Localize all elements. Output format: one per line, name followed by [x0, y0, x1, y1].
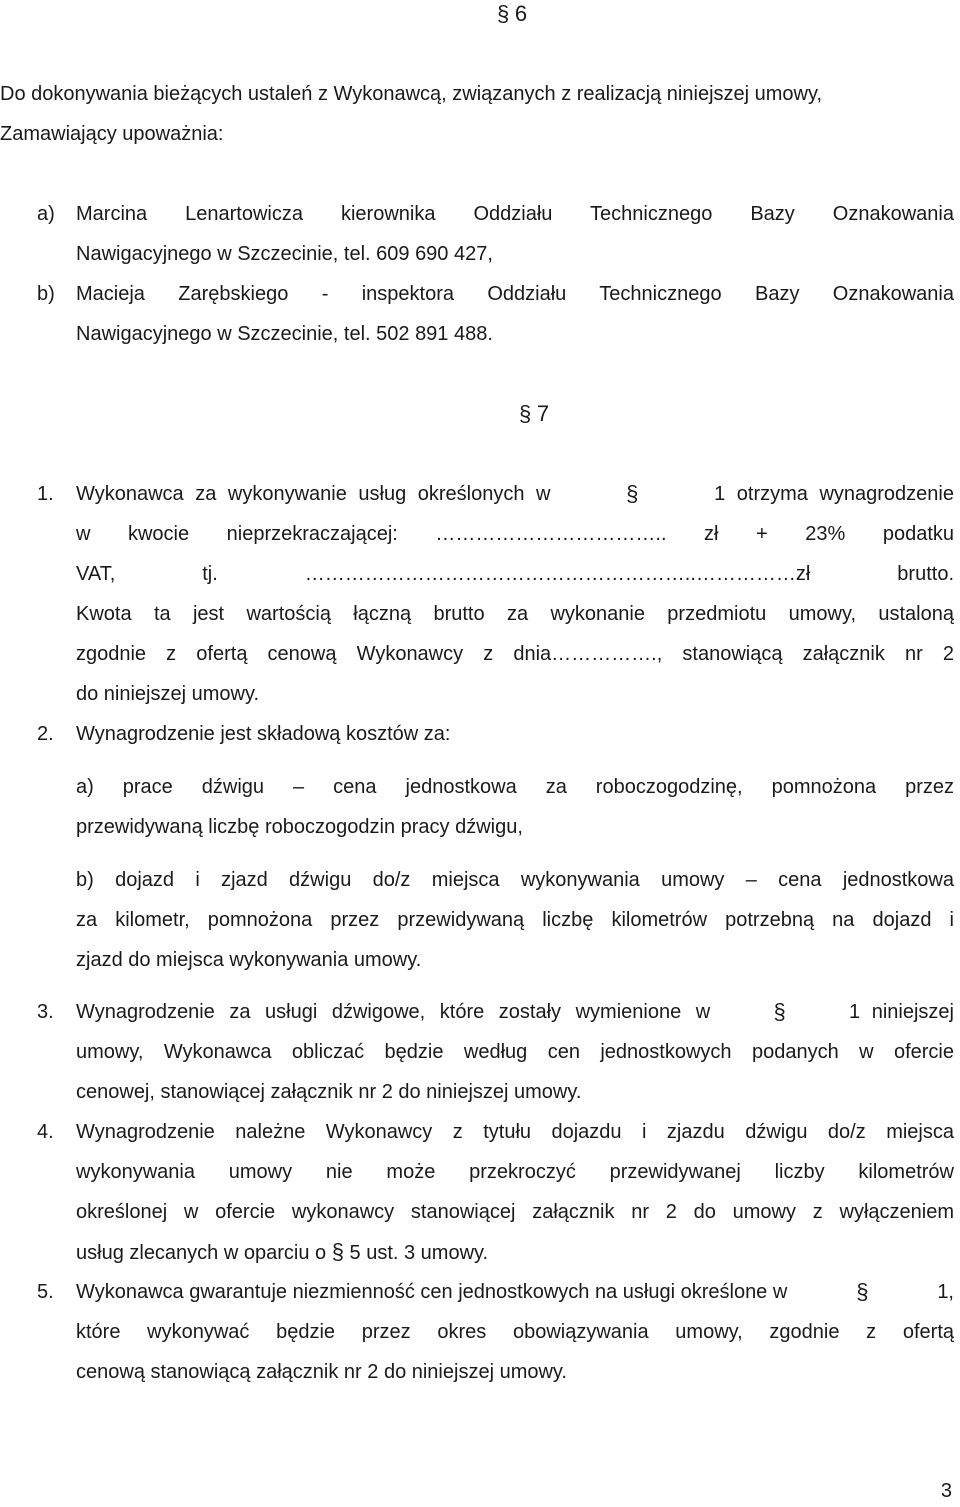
section-symbol: § [497, 1, 510, 26]
point-5-line-3: cenową stanowiącą załącznik nr 2 do niniejszej umowy. [76, 1361, 567, 1383]
contact-a-line-2: Nawigacyjnego w Szczecinie, tel. 609 690 427, [76, 243, 493, 265]
point-2b-line-2: za kilometr, pomnożona przez przewidywaną liczbę kilometrów potrzebną na dojazd i [76, 909, 954, 931]
point-1-line-3: VAT, tj. …………………………………………………..……………zł brutto. [76, 563, 954, 585]
point-4-line-3: określonej w ofercie wykonawcy stanowiącej załącznik nr 2 do umowy z wyłączeniem [76, 1201, 954, 1223]
point-3-line-2: umowy, Wykonawca obliczać będzie według cen jednostkowych podanych w ofercie [76, 1041, 954, 1063]
point-4-line-2: wykonywania umowy nie może przekroczyć przewidywanej liczby kilometrów [76, 1161, 954, 1183]
section-heading-6 [497, 2, 527, 27]
section-symbol: § [626, 481, 639, 506]
section-heading-7 [519, 402, 549, 427]
point-3-line-1-end: 1 niniejszej [849, 1001, 954, 1023]
point-3-line-1-start: Wynagrodzenie za usługi dźwigowe, które zostały wymienione w [76, 1001, 711, 1023]
point-1-line-1-end: 1 otrzyma wynagrodzenie [714, 483, 954, 505]
point-5-line-1 [76, 1280, 954, 1304]
intro-line-1: Do dokonywania bieżących ustaleń z Wykonawcą, związanych z realizacją niniejszej umowy, [0, 83, 823, 105]
section-symbol: § [773, 999, 786, 1024]
point-2-number: 2. [37, 723, 54, 745]
point-3-line-1 [76, 1000, 954, 1024]
contact-b-line-1: Macieja Zarębskiego - inspektora Oddziału Technicznego Bazy Oznakowania [76, 283, 954, 305]
point-5-line-1-end: 1, [937, 1281, 954, 1303]
point-3-number: 3. [37, 1001, 54, 1023]
section-symbol: § [331, 1239, 344, 1264]
point-2b-line-3: zjazd do miejsca wykonywania umowy. [76, 949, 422, 971]
point-5-line-1-start: Wykonawca gwarantuje niezmienność cen jednostkowych na usługi określone w [76, 1281, 788, 1303]
point-5-number: 5. [37, 1281, 54, 1303]
point-1-line-5: zgodnie z ofertą cenową Wykonawcy z dnia……………., stanowiącą załącznik nr 2 [76, 643, 954, 665]
point-4-line-4-end: 5 ust. 3 umowy. [349, 1242, 489, 1264]
point-5-line-2: które wykonywać będzie przez okres obowiązywania umowy, zgodnie z ofertą [76, 1321, 954, 1343]
point-4-line-4 [76, 1240, 488, 1265]
contact-b-line-2: Nawigacyjnego w Szczecinie, tel. 502 891 488. [76, 323, 493, 345]
point-1-line-2: w kwocie nieprzekraczającej: …………………………….. zł + 23% podatku [76, 523, 954, 545]
point-2b-line-1: b) dojazd i zjazd dźwigu do/z miejsca wykonywania umowy – cena jednostkowa [76, 869, 954, 891]
point-2a-line-2: przewidywaną liczbę roboczogodzin pracy dźwigu, [76, 816, 523, 838]
section-symbol: § [856, 1279, 869, 1304]
point-3-line-3: cenowej, stanowiącej załącznik nr 2 do niniejszej umowy. [76, 1081, 582, 1103]
page-number: 3 [940, 1480, 952, 1502]
point-1-line-4: Kwota ta jest wartością łączną brutto za wykonanie przedmiotu umowy, ustaloną [76, 603, 954, 625]
point-4-line-4-start: usług zlecanych w oparciu o [76, 1242, 327, 1264]
section-symbol: § [519, 401, 532, 426]
point-1-line-1 [76, 482, 954, 506]
point-1-line-6: do niniejszej umowy. [76, 683, 260, 705]
point-2-line-1: Wynagrodzenie jest składową kosztów za: [76, 723, 451, 745]
point-1-number: 1. [37, 483, 54, 505]
section-number: 6 [514, 1, 528, 26]
intro-line-2: Zamawiający upoważnia: [0, 123, 224, 145]
section-number: 7 [536, 401, 550, 426]
contact-a-line-1: Marcina Lenartowicza kierownika Oddziału Technicznego Bazy Oznakowania [76, 203, 954, 225]
point-4-line-1: Wynagrodzenie należne Wykonawcy z tytułu dojazdu i zjazdu dźwigu do/z miejsca [76, 1121, 954, 1143]
contact-b-marker: b) [37, 283, 55, 305]
point-1-line-1-start: Wykonawca za wykonywanie usług określonych w [76, 483, 551, 505]
point-2a-line-1: a) prace dźwigu – cena jednostkowa za roboczogodzinę, pomnożona przez [76, 776, 954, 798]
contact-a-marker: a) [37, 203, 55, 225]
point-4-number: 4. [37, 1121, 54, 1143]
